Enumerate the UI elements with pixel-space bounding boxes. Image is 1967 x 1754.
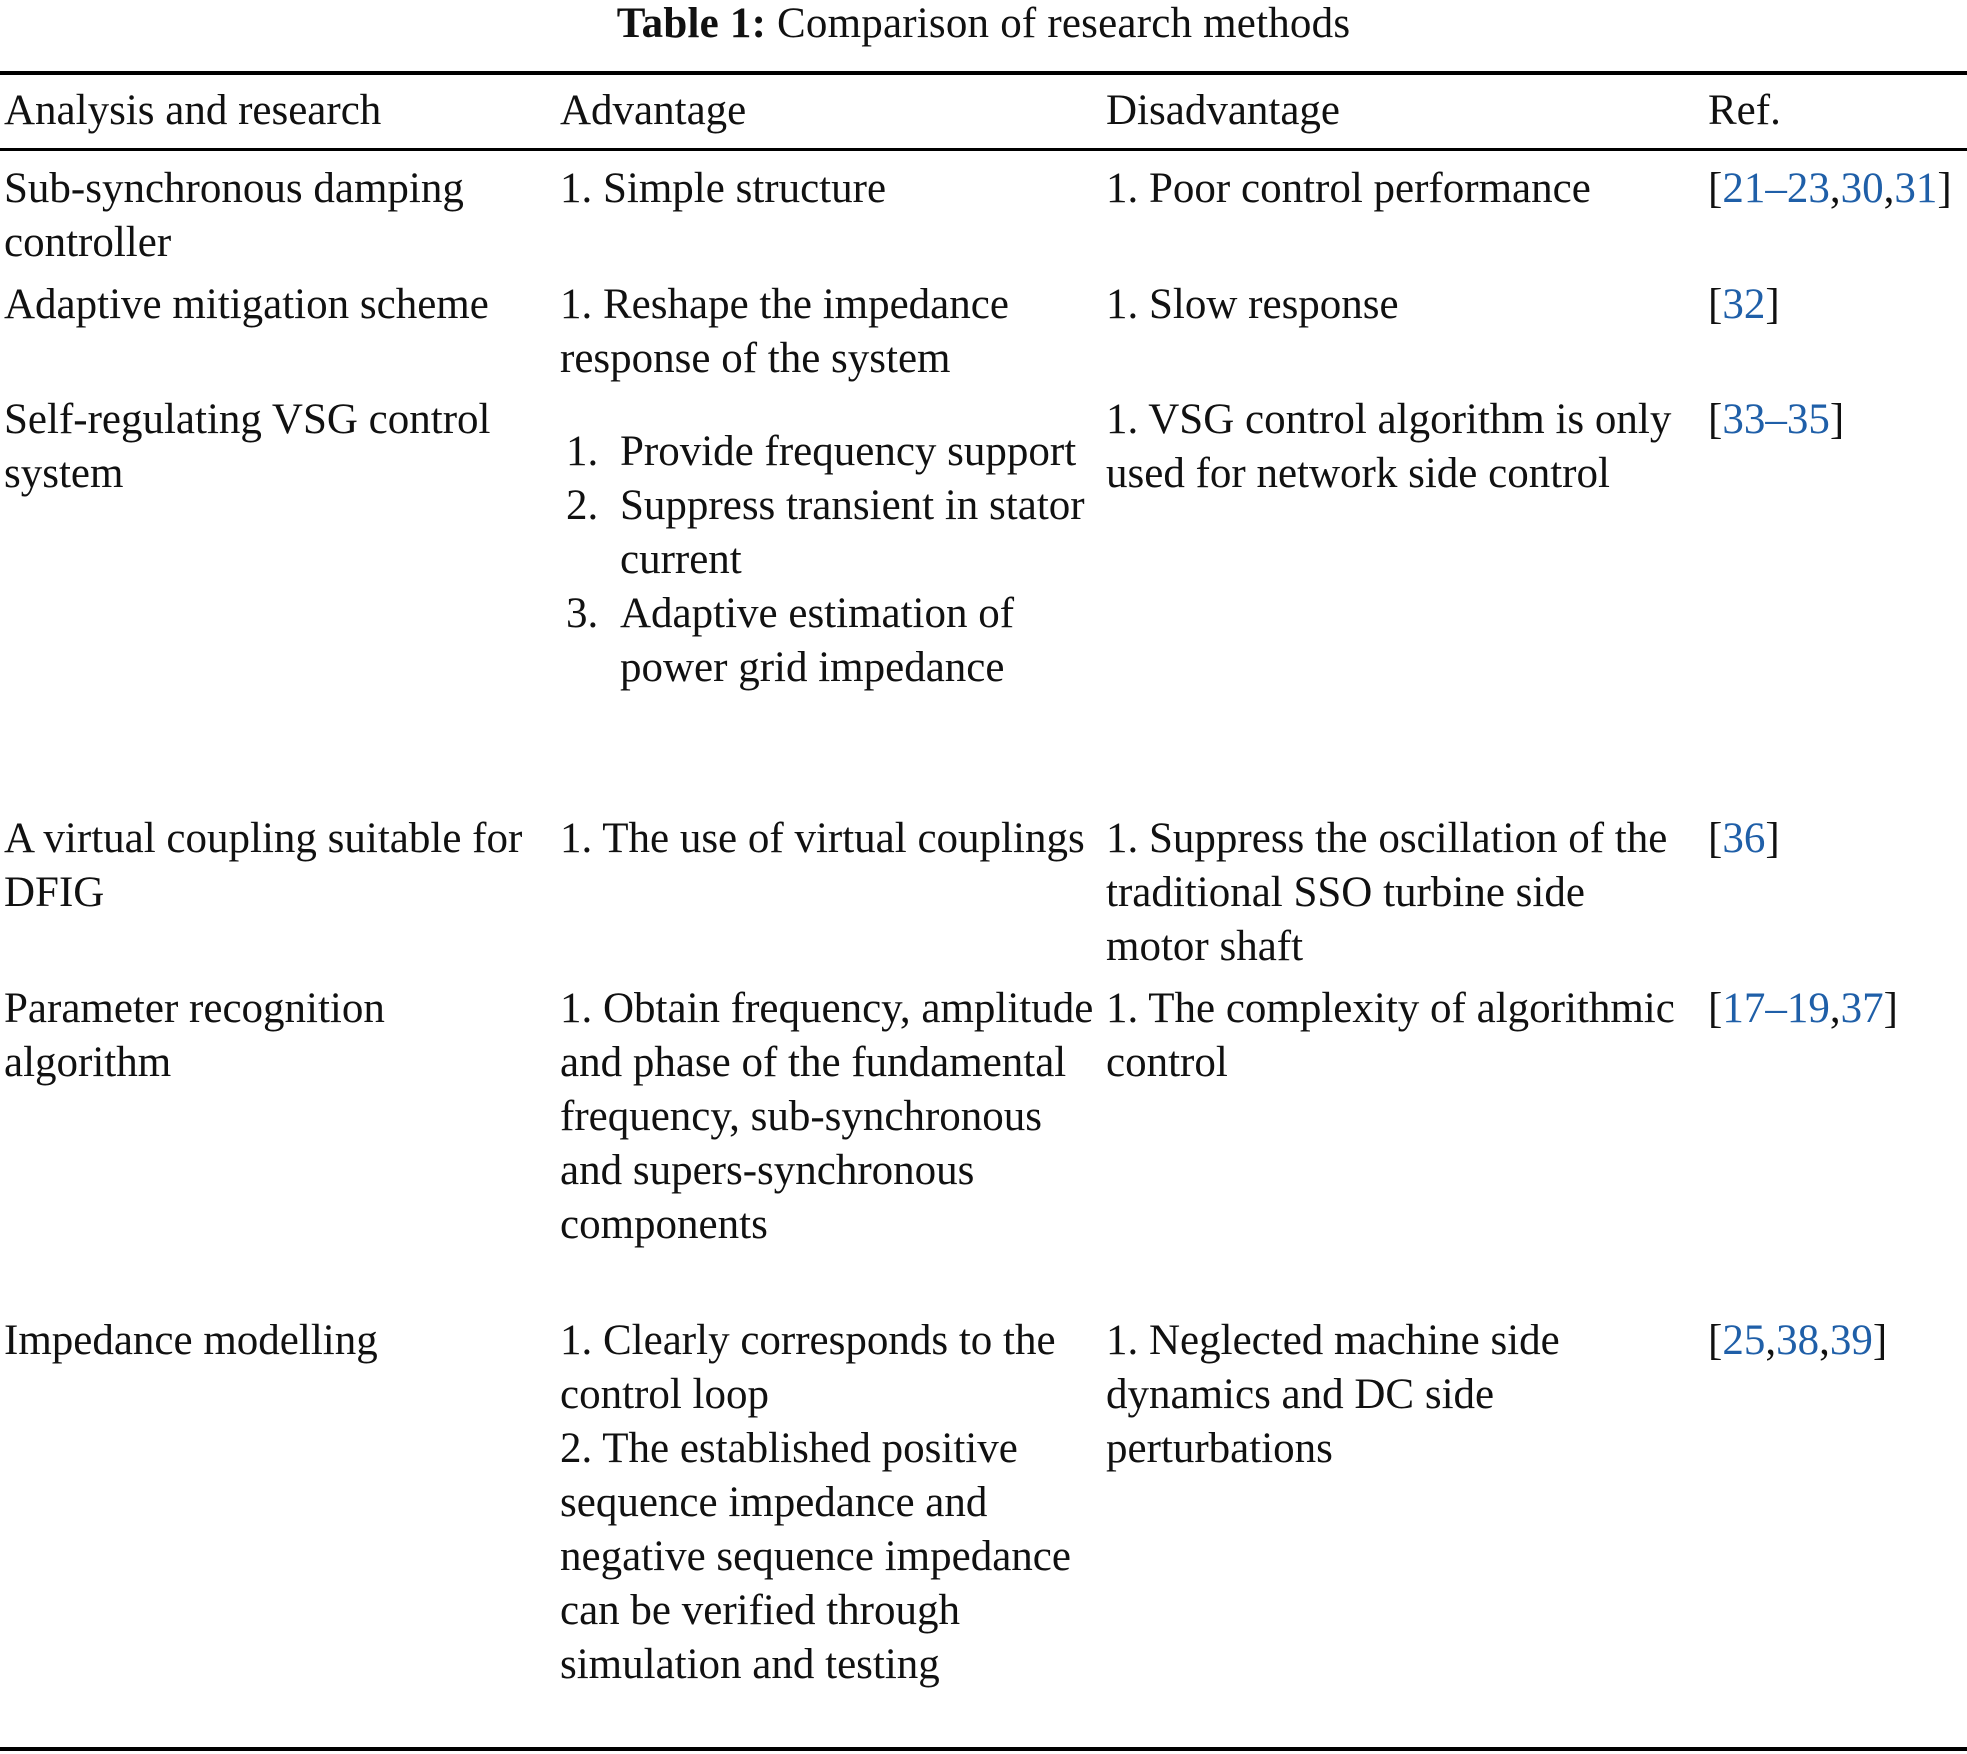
citation-link[interactable]: 38: [1776, 1317, 1820, 1364]
row-refs: [21–23,30,31]: [1708, 165, 1952, 212]
row-advantage: 1. Simple structure: [560, 165, 887, 212]
row-analysis: Adaptive mitigation scheme: [4, 281, 489, 328]
row-disadvantage: 1. The complexity of algorithmic control: [1106, 985, 1675, 1086]
row-refs: [36]: [1708, 815, 1780, 862]
row-advantage: [560, 1314, 1100, 1692]
row-refs: [33–35]: [1708, 396, 1845, 443]
citation-link[interactable]: 37: [1840, 985, 1884, 1032]
row-refs: [17–19,37]: [1708, 985, 1898, 1032]
header-ref: Ref.: [1708, 87, 1781, 134]
row-disadvantage: 1. Poor control performance: [1106, 165, 1591, 212]
row-advantage: 1. The use of virtual couplings: [560, 815, 1085, 862]
top-rule: [0, 71, 1967, 75]
row-advantage: 1. Obtain frequency, amplitude and phase of the fundamental frequency, sub-synchronous and supers-synchronous components: [560, 985, 1094, 1248]
citation-link[interactable]: 33–35: [1722, 396, 1830, 443]
row-analysis: Impedance modelling: [4, 1317, 378, 1364]
header-disadvantage: Disadvantage: [1106, 87, 1341, 134]
caption-label: Table 1:: [616, 0, 767, 47]
row-disadvantage: 1. VSG control algorithm is only used for network side control: [1106, 396, 1672, 497]
citation-link[interactable]: 25: [1722, 1317, 1766, 1364]
row-disadvantage: 1. Neglected machine side dynamics and DC side perturbations: [1106, 1317, 1560, 1472]
citation-link[interactable]: 17–19: [1722, 985, 1830, 1032]
list-item: 3. Adaptive estimation of power grid impedance: [566, 590, 1015, 691]
row-refs: [25,38,39]: [1708, 1317, 1888, 1364]
header-advantage: Advantage: [560, 87, 747, 134]
row-disadvantage: 1. Slow response: [1106, 281, 1399, 328]
advantage-list: [560, 425, 1100, 695]
row-advantage: 1. Reshape the impedance response of the system: [560, 281, 1009, 382]
row-analysis: Self-regulating VSG control system: [4, 396, 491, 497]
row-advantage: [560, 425, 1100, 695]
advantage-line: 2. The established positive sequence impedance and negative sequence impedance can be verified through simulation and testing: [560, 1425, 1071, 1688]
header-rule: [0, 148, 1967, 151]
header-analysis: Analysis and research: [4, 87, 382, 134]
list-item: 2. Suppress transient in stator current: [566, 482, 1085, 583]
bottom-rule: [0, 1747, 1967, 1751]
citation-link[interactable]: 32: [1722, 281, 1766, 328]
citation-link[interactable]: 21–23: [1722, 165, 1830, 212]
citation-link[interactable]: 31: [1894, 165, 1938, 212]
table-caption: [0, 0, 1967, 48]
row-refs: [32]: [1708, 281, 1780, 328]
advantage-line: 1. Clearly corresponds to the control loop: [560, 1317, 1056, 1418]
row-analysis: A virtual coupling suitable for DFIG: [4, 815, 523, 916]
list-item: 1. Provide frequency support: [566, 428, 1077, 475]
citation-link[interactable]: 30: [1840, 165, 1884, 212]
citation-link[interactable]: 36: [1722, 815, 1766, 862]
caption-title: Comparison of research methods: [777, 0, 1351, 47]
citation-link[interactable]: 39: [1829, 1317, 1873, 1364]
row-analysis: Sub-synchronous damping controller: [4, 165, 464, 266]
row-analysis: Parameter recognition algorithm: [4, 985, 385, 1086]
row-disadvantage: 1. Suppress the oscillation of the traditional SSO turbine side motor shaft: [1106, 815, 1668, 970]
